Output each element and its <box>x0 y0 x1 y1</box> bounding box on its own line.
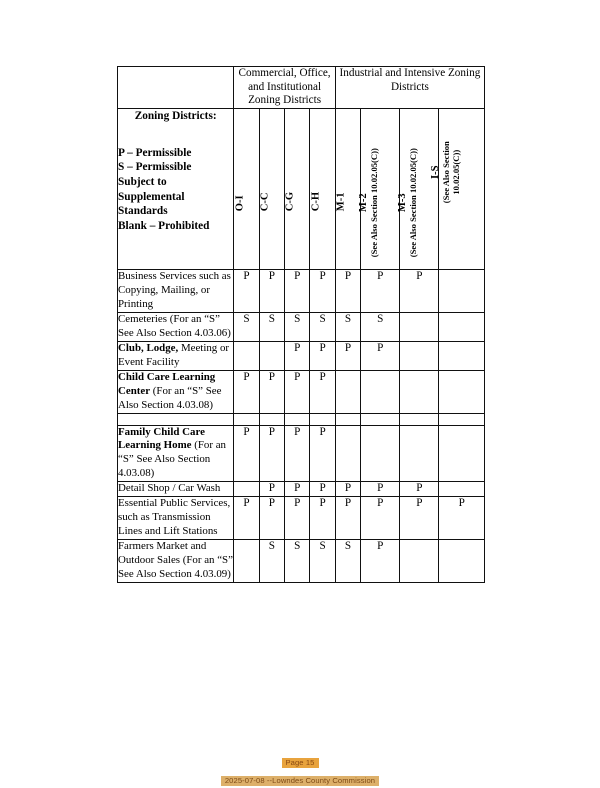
table-spacer-row <box>118 413 485 425</box>
district-code-m2: M-2 <box>358 193 370 212</box>
use-permission-cell: P <box>400 482 439 497</box>
use-label-cell <box>118 370 234 413</box>
use-label-cell <box>118 497 234 540</box>
footer-stamp <box>0 752 600 788</box>
use-permission-cell: S <box>285 312 310 341</box>
use-permission-cell: P <box>310 269 335 312</box>
use-label-cell <box>118 540 234 583</box>
use-label-cell <box>118 341 234 370</box>
use-label-text: Farmers Market and Outdoor Sales (For an “S” See Also Section 4.03.09) <box>118 540 233 581</box>
use-permission-cell <box>361 370 400 413</box>
use-permission-cell: P <box>310 425 335 482</box>
district-header-oi <box>234 108 259 269</box>
use-permission-cell: P <box>234 370 259 413</box>
district-header-is <box>429 108 485 269</box>
corner-cell <box>118 67 234 109</box>
use-permission-cell <box>400 425 439 482</box>
use-label-bold: Club, Lodge, <box>118 341 179 354</box>
table-row <box>118 341 485 370</box>
use-permission-cell <box>234 540 259 583</box>
spacer-cell <box>439 413 485 425</box>
use-permission-cell: P <box>234 497 259 540</box>
use-permission-cell <box>400 312 439 341</box>
use-permission-cell: P <box>439 497 485 540</box>
use-permission-cell: S <box>335 312 360 341</box>
use-permission-cell: S <box>259 312 284 341</box>
table-row <box>118 425 485 482</box>
legend-line-s: S – Permissible <box>118 161 192 174</box>
use-label-text: (For an “S” See Also Section 4.03.08) <box>118 384 222 411</box>
use-permission-cell <box>439 341 485 370</box>
group-header-commercial: Commercial, Office, and Institutional Zoning Districts <box>234 67 336 109</box>
use-label-cell <box>118 425 234 482</box>
use-permission-cell: P <box>335 482 360 497</box>
footer-commission-stamp: 2025-07-08 --Lowndes County Commission <box>221 776 379 786</box>
district-code-oi: O-I <box>234 195 246 211</box>
district-header-cg <box>285 108 310 269</box>
use-permission-cell <box>335 370 360 413</box>
legend-line-blank: Blank – Prohibited <box>118 220 210 232</box>
spacer-cell <box>310 413 335 425</box>
district-header-m2 <box>358 108 400 269</box>
use-label-text: Detail Shop / Car Wash <box>118 482 221 495</box>
use-permission-cell: P <box>400 269 439 312</box>
use-label-cell <box>118 312 234 341</box>
district-code-m3: M-3 <box>397 193 409 212</box>
use-permission-cell: P <box>335 341 360 370</box>
use-permission-cell: P <box>310 497 335 540</box>
use-permission-cell: P <box>361 269 400 312</box>
spacer-cell <box>285 413 310 425</box>
legend-cell <box>118 108 234 269</box>
use-permission-cell <box>439 370 485 413</box>
use-permission-cell: P <box>259 482 284 497</box>
table-row <box>118 540 485 583</box>
use-label-bold: Family Child Care Learning Home <box>118 425 205 452</box>
use-permission-cell: P <box>400 497 439 540</box>
use-permission-cell: P <box>259 370 284 413</box>
district-note-is: (See Also Section 10.02.05(C)) <box>440 140 461 203</box>
use-permission-cell <box>361 425 400 482</box>
use-permission-cell: P <box>234 269 259 312</box>
table-row <box>118 497 485 540</box>
spacer-cell <box>259 413 284 425</box>
legend-line-p: P – Permissible <box>118 146 192 159</box>
use-permission-cell: S <box>361 312 400 341</box>
table-row <box>118 269 485 312</box>
use-permission-cell: P <box>361 341 400 370</box>
use-permission-cell: P <box>361 497 400 540</box>
use-permission-cell: P <box>310 482 335 497</box>
use-label-text: Cemeteries (For an “S” See Also Section 4.03.06) <box>118 312 231 339</box>
district-note-m2: (See Also Section 10.02.05(C)) <box>369 147 380 257</box>
use-permission-cell <box>234 341 259 370</box>
use-permission-cell: P <box>285 269 310 312</box>
use-permission-cell: P <box>259 497 284 540</box>
use-permission-cell: P <box>285 497 310 540</box>
use-permission-cell: P <box>335 269 360 312</box>
legend-line-supplemental: Supplemental <box>118 190 185 203</box>
district-code-cc: C-C <box>259 192 271 211</box>
table-row <box>118 482 485 497</box>
group-header-industrial: Industrial and Intensive Zoning Districts <box>335 67 484 109</box>
use-permission-cell: S <box>310 312 335 341</box>
district-code-cg: C-G <box>284 191 296 211</box>
use-permission-cell <box>439 312 485 341</box>
spacer-cell <box>234 413 259 425</box>
spacer-cell <box>361 413 400 425</box>
footer-page-label: Page 15 <box>282 758 319 768</box>
use-permission-cell: P <box>361 540 400 583</box>
zoning-use-table <box>117 66 485 583</box>
use-permission-cell <box>259 341 284 370</box>
district-code-m1: M-1 <box>335 192 347 211</box>
district-code-ch: C-H <box>310 191 322 211</box>
spacer-cell <box>118 413 234 425</box>
use-permission-cell: S <box>335 540 360 583</box>
legend-title: Zoning Districts: <box>134 109 217 122</box>
use-permission-cell: P <box>285 425 310 482</box>
use-permission-cell: P <box>259 269 284 312</box>
use-permission-cell: P <box>285 482 310 497</box>
use-label-bold: Child Care Learning Center <box>118 370 216 397</box>
use-permission-cell <box>439 482 485 497</box>
use-permission-cell: P <box>335 497 360 540</box>
use-label-cell <box>118 482 234 497</box>
use-label-text: Essential Public Services, such as Transmission Lines and Lift Stations <box>118 497 231 538</box>
district-note-m3: (See Also Section 10.02.05(C)) <box>408 147 419 257</box>
use-permission-cell <box>439 269 485 312</box>
use-permission-cell: S <box>285 540 310 583</box>
use-permission-cell: P <box>361 482 400 497</box>
table-body <box>118 269 485 582</box>
use-permission-cell <box>234 482 259 497</box>
legend-line-standards: Standards <box>118 205 168 218</box>
district-header-cc <box>259 108 284 269</box>
use-permission-cell <box>439 425 485 482</box>
use-permission-cell: P <box>310 341 335 370</box>
use-permission-cell: S <box>310 540 335 583</box>
use-permission-cell <box>400 540 439 583</box>
spacer-cell <box>335 413 360 425</box>
use-permission-cell: P <box>259 425 284 482</box>
use-permission-cell: P <box>285 370 310 413</box>
use-permission-cell: P <box>285 341 310 370</box>
use-permission-cell <box>400 341 439 370</box>
table-row <box>118 370 485 413</box>
legend-line-subject: Subject to <box>118 175 167 188</box>
use-permission-cell <box>439 540 485 583</box>
use-permission-cell <box>400 370 439 413</box>
use-permission-cell <box>335 425 360 482</box>
use-label-text: (For an “S” See Also Section 4.03.08) <box>118 439 227 480</box>
use-label-cell <box>118 269 234 312</box>
district-header-ch <box>310 108 335 269</box>
table-district-header-row <box>118 108 485 269</box>
use-permission-cell: S <box>234 312 259 341</box>
use-permission-cell: P <box>234 425 259 482</box>
use-label-text: Meeting or Event Facility <box>118 341 230 368</box>
use-permission-cell: S <box>259 540 284 583</box>
use-label-text: Business Services such as Copying, Mailing, or Printing <box>118 269 231 310</box>
use-permission-cell: P <box>310 370 335 413</box>
district-code-is: I-S <box>429 165 441 179</box>
table-row <box>118 312 485 341</box>
spacer-cell <box>400 413 439 425</box>
